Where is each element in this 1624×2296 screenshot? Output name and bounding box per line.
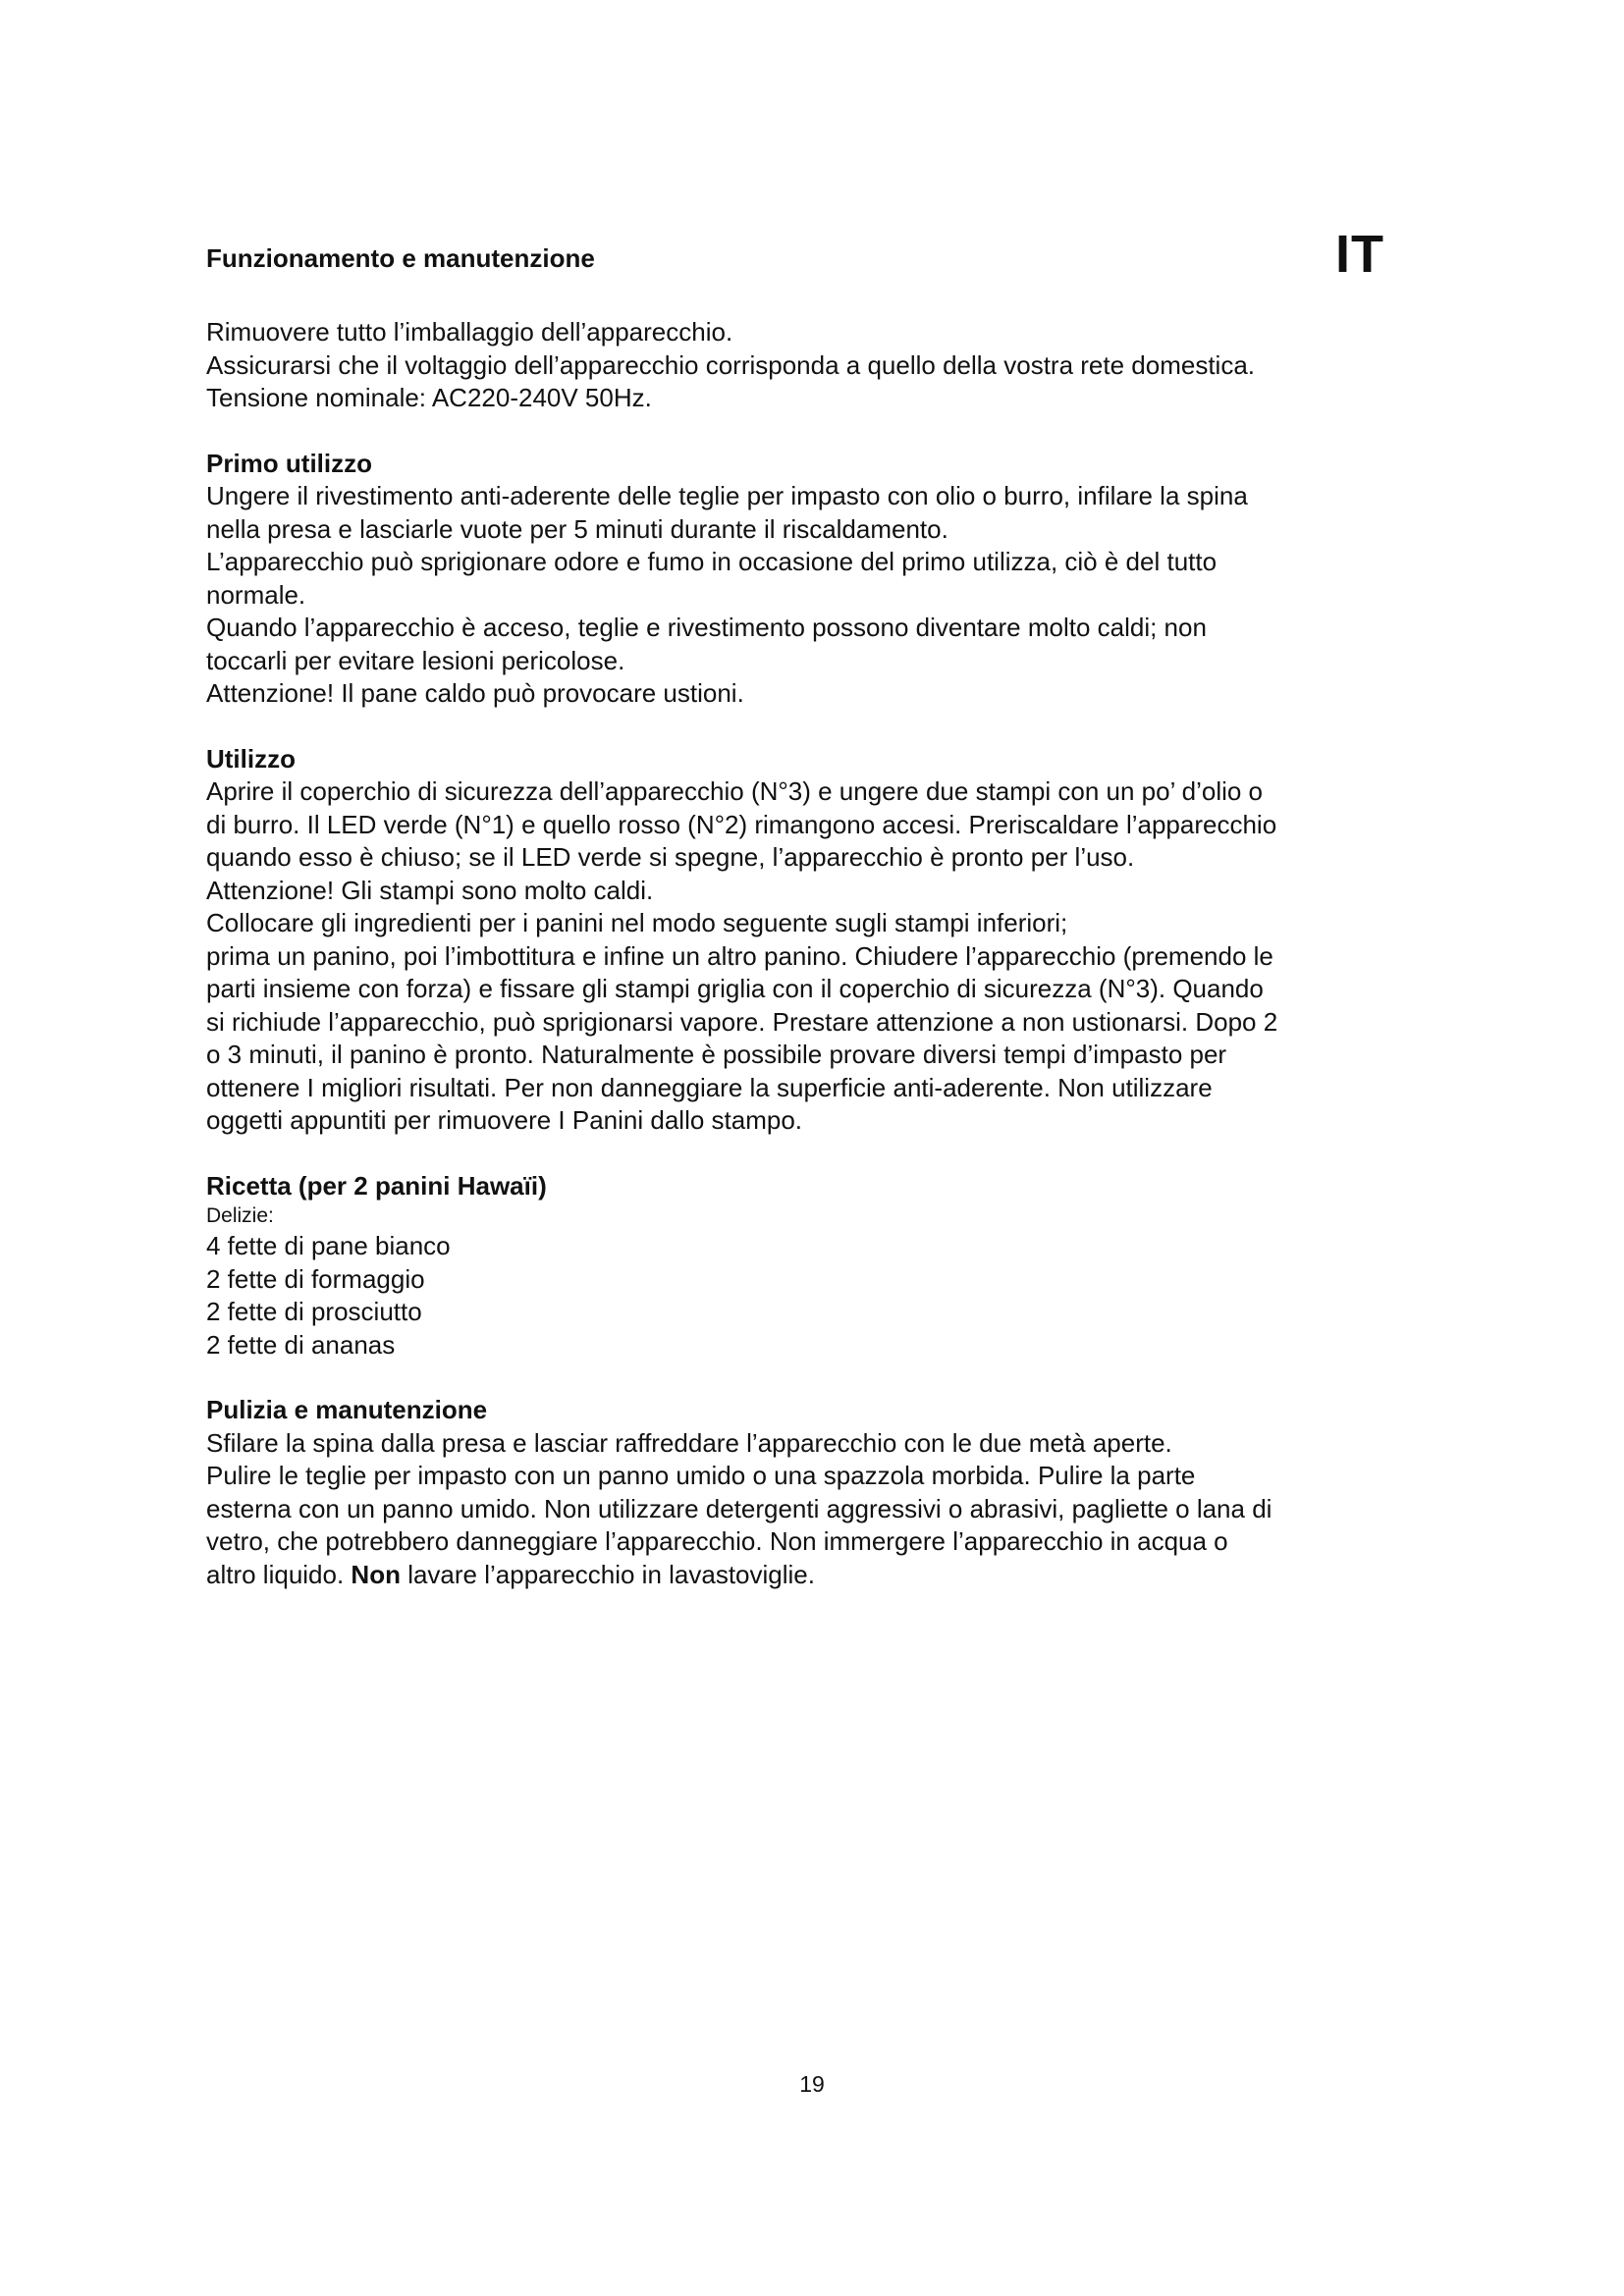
paragraph-line: Ungere il rivestimento anti-aderente delle teglie per impasto con olio o burro, infilare la spina [206, 481, 1248, 510]
last-line-prefix: altro liquido. [206, 1559, 352, 1589]
paragraph-line: Collocare gli ingredienti per i panini nel modo seguente sugli stampi inferiori; [206, 908, 1068, 937]
last-line-rest: lavare l’apparecchio in lavastoviglie. [400, 1559, 815, 1589]
intro-line: Assicurarsi che il voltaggio dell’apparecchio corrisponda a quello della vostra rete domestica. [206, 349, 1256, 380]
paragraph-line-last [206, 1559, 1453, 1592]
paragraph-line: esterna con un panno umido. Non utilizzare detergenti aggressivi o abrasivi, pagliette o lana di [206, 1493, 1272, 1523]
paragraph-line: Pulire le teglie per impasto con un panno umido o una spazzola morbida. Pulire la parte [206, 1461, 1196, 1490]
paragraph-line: normale. [206, 579, 306, 610]
paragraph-line: Aprire il coperchio di sicurezza dell’apparecchio (N°3) e ungere due stampi con un po’ d’olio o [206, 776, 1264, 806]
intro-block [206, 316, 1453, 415]
page-number: 19 [799, 2071, 825, 2097]
ingredient-item: 4 fette di pane bianco [206, 1231, 451, 1260]
utilizzo-section [206, 743, 1453, 1138]
pulizia-heading: Pulizia e manutenzione [206, 1395, 488, 1424]
paragraph-line: prima un panino, poi l’imbottitura e infine un altro panino. Chiudere l’apparecchio (premendo le [206, 940, 1273, 971]
ricetta-section [206, 1170, 1453, 1362]
paragraph-line: o 3 minuti, il panino è pronto. Naturalmente è possibile provare diversi tempi d’impasto per [206, 1040, 1227, 1069]
ingredient-item: 2 fette di ananas [206, 1329, 396, 1360]
utilizzo-heading: Utilizzo [206, 743, 296, 774]
paragraph-line: Attenzione! Gli stampi sono molto caldi. [206, 875, 654, 905]
paragraph-line: ottenere I migliori risultati. Per non danneggiare la superficie anti-aderente. Non utilizzare [206, 1072, 1213, 1102]
ingredient-item: 2 fette di prosciutto [206, 1297, 422, 1326]
paragraph-line: parti insieme con forza) e fissare gli stampi griglia con il coperchio di sicurezza (N°3). Quando [206, 974, 1264, 1003]
ricetta-subheading: Delizie: [206, 1204, 274, 1227]
paragraph-line: di burro. Il LED verde (N°1) e quello rosso (N°2) rimangono accesi. Preriscaldare l’apparecchio [206, 809, 1277, 839]
primo-utilizzo-heading: Primo utilizzo [206, 448, 372, 478]
paragraph-line: quando esso è chiuso; se il LED verde si spegne, l’apparecchio è pronto per l’uso. [206, 842, 1135, 872]
document-body [206, 316, 1453, 1591]
pulizia-section [206, 1394, 1453, 1591]
paragraph-line: toccarli per evitare lesioni pericolose. [206, 645, 625, 675]
intro-line: Tensione nominale: AC220-240V 50Hz. [206, 383, 652, 412]
paragraph-line: Quando l’apparecchio è acceso, teglie e rivestimento possono diventare molto caldi; non [206, 613, 1207, 642]
paragraph-line: oggetti appuntiti per rimuovere I Panini dallo stampo. [206, 1105, 803, 1135]
ingredient-item: 2 fette di formaggio [206, 1263, 425, 1294]
paragraph-line: Sfilare la spina dalla presa e lasciar raffreddare l’apparecchio con le due metà aperte. [206, 1427, 1172, 1458]
intro-line: Rimuovere tutto l’imballaggio dell’apparecchio. [206, 317, 733, 347]
language-code: IT [1335, 225, 1384, 284]
paragraph-line: Attenzione! Il pane caldo può provocare ustioni. [206, 678, 744, 708]
last-line-bold: Non [351, 1559, 401, 1589]
paragraph-line: vetro, che potrebbero danneggiare l’apparecchio. Non immergere l’apparecchio in acqua o [206, 1526, 1228, 1556]
paragraph-line: nella presa e lasciarle vuote per 5 minuti durante il riscaldamento. [206, 513, 948, 544]
primo-utilizzo-section [206, 448, 1453, 711]
section-title: Funzionamento e manutenzione [206, 243, 595, 273]
paragraph-line: si richiude l’apparecchio, può sprigionarsi vapore. Prestare attenzione a non ustionarsi. Dopo 2 [206, 1006, 1278, 1037]
paragraph-line: L’apparecchio può sprigionare odore e fumo in occasione del primo utilizza, ciò è del tutto [206, 547, 1218, 576]
ricetta-heading: Ricetta (per 2 panini Hawaïi) [206, 1170, 547, 1201]
